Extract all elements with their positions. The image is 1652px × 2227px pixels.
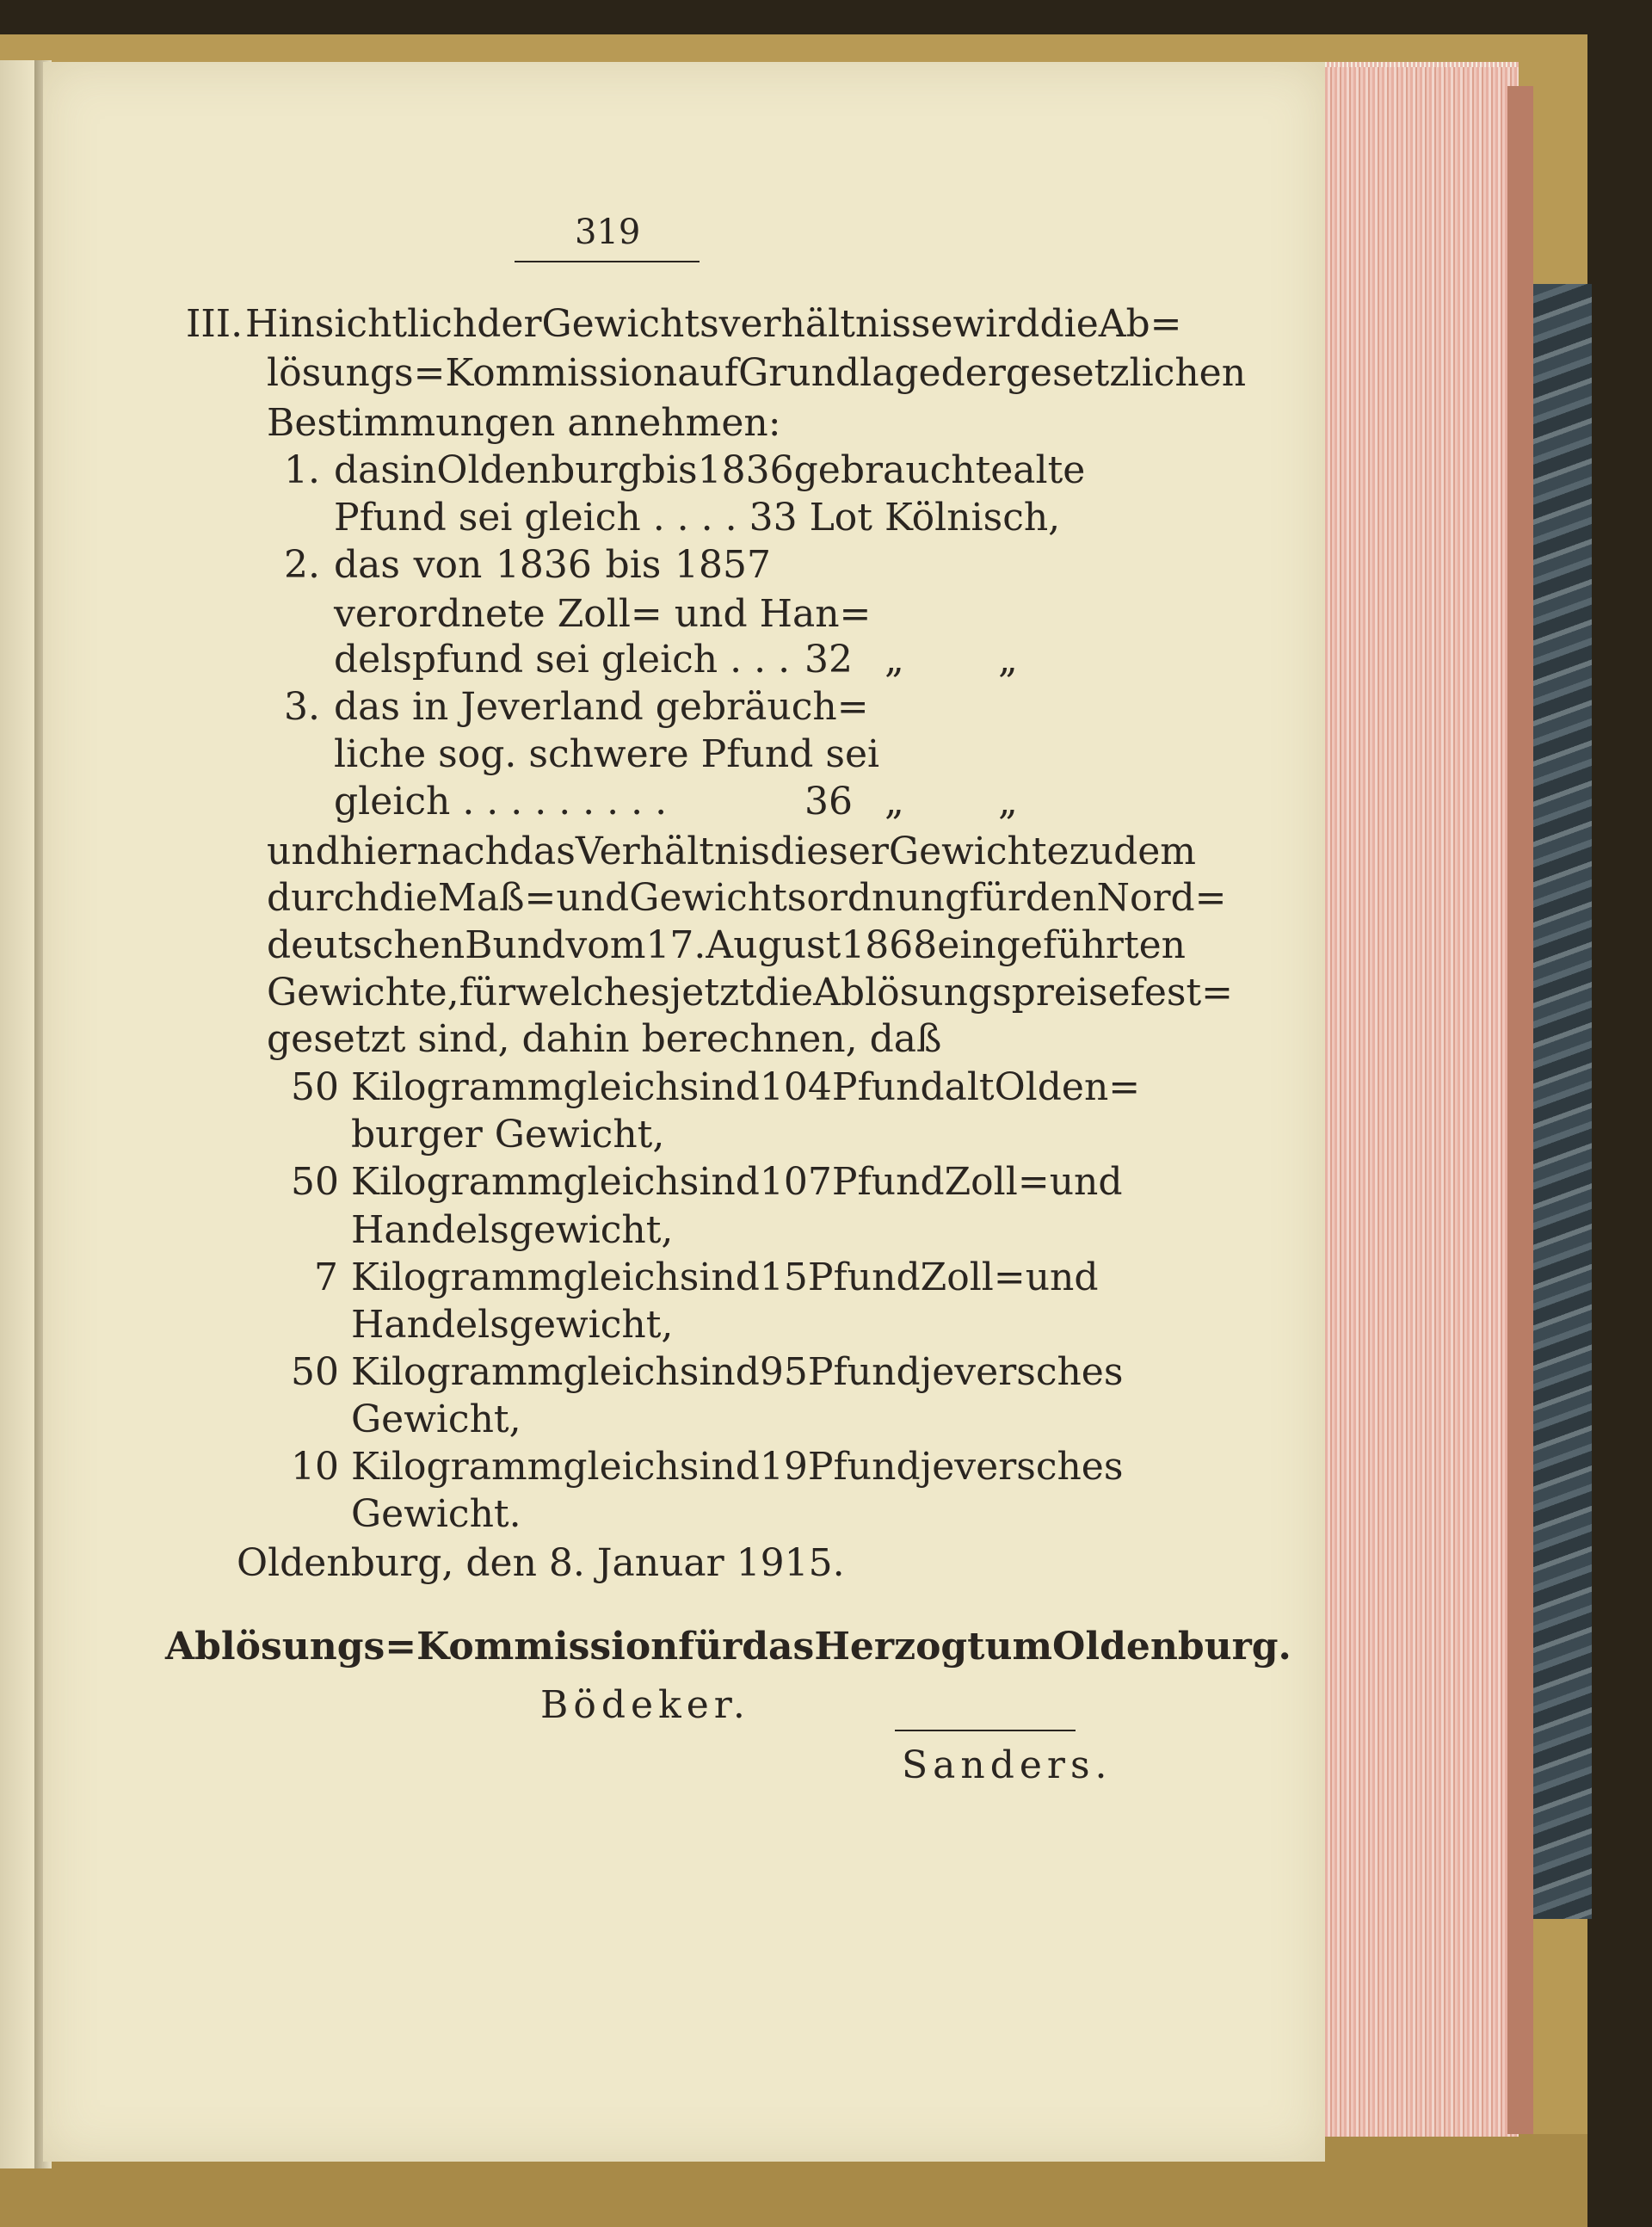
section-marker: III. [186, 302, 243, 346]
middle-line-4: Gewichte, für welches jetzt die Ablösungspreise fest= [267, 971, 1234, 1015]
conversion-2-line2: Handelsgewicht, [351, 1208, 674, 1252]
middle-line-5: gesetzt sind, dahin berechnen, daß [267, 1017, 942, 1061]
conversion-4-line2: Gewicht, [351, 1397, 521, 1441]
commission-line: Ablösungs=Kommission für das Herzogtum Oldenburg. [165, 1625, 1291, 1669]
conversion-3-line2: Handelsgewicht, [351, 1303, 674, 1347]
middle-line-1: und hiernach das Verhältnis dieser Gewichte zu dem [267, 830, 1197, 873]
conversion-5-line1: Kilogramm gleich sind 19 Pfund jeversches [351, 1445, 1124, 1489]
item3-number: 3. [284, 685, 320, 729]
item3-ditto-2: „ [998, 780, 1018, 824]
conversion-3-line1: Kilogramm gleich sind 15 Pfund Zoll= und [351, 1255, 1099, 1299]
conversion-3-amount: 7 [314, 1255, 338, 1299]
marbled-board [1532, 284, 1592, 1919]
item1-line2: Pfund sei gleich . . . . 33 Lot Kölnisch, [334, 496, 1061, 540]
page-edge-strip [1507, 86, 1533, 2134]
conversion-1-line2: burger Gewicht, [351, 1113, 665, 1157]
middle-line-2: durch die Maß= und Gewichtsordnung für den Nord= [267, 876, 1227, 920]
item3-line2: liche sog. schwere Pfund sei [334, 732, 880, 776]
conversion-2-amount: 50 [291, 1160, 339, 1204]
item1-line1: das in Oldenburg bis 1836 gebrauchte alte [334, 448, 1086, 492]
item2-line2: verordnete Zoll= und Han= [334, 592, 872, 636]
conversion-5-line2: Gewicht. [351, 1492, 521, 1536]
page-number-rule [515, 261, 700, 262]
page-number: 319 [575, 213, 641, 252]
date-line: Oldenburg, den 8. Januar 1915. [237, 1541, 845, 1585]
intro-line-2: lösungs=Kommission auf Grundlage der gesetzlichen [267, 351, 1247, 395]
item2-value: 32 [804, 638, 853, 682]
item3-line3: gleich . . . . . . . . . [334, 780, 668, 824]
facing-page-edge [0, 60, 34, 2168]
item3-line1: das in Jeverland gebräuch= [334, 685, 869, 729]
conversion-2-line1: Kilogramm gleich sind 107 Pfund Zoll= und [351, 1160, 1123, 1204]
signature-boedeker: Bödeker. [540, 1683, 750, 1727]
conversion-1-amount: 50 [291, 1065, 339, 1109]
signature-sanders: Sanders. [902, 1743, 1113, 1787]
item2-ditto-1: „ [885, 638, 904, 682]
conversion-4-line1: Kilogramm gleich sind 95 Pfund jeversches [351, 1350, 1124, 1394]
conversion-4-amount: 50 [291, 1350, 339, 1394]
middle-line-3: deutschen Bund vom 17. August 1868 eingeführten [267, 923, 1187, 967]
conversion-5-amount: 10 [291, 1445, 339, 1489]
item2-line1: das von 1836 bis 1857 [334, 543, 771, 587]
item2-line3: delspfund sei gleich . . . [334, 638, 791, 682]
item3-value: 36 [804, 780, 853, 824]
intro-line-1: Hinsichtlich der Gewichtsverhältnisse wird die Ab= [245, 302, 1182, 346]
item2-ditto-2: „ [998, 638, 1018, 682]
signature-rule [895, 1730, 1076, 1731]
page-edges [1325, 67, 1519, 2137]
item1-number: 1. [284, 448, 320, 492]
intro-line-3: Bestimmungen annehmen: [267, 401, 781, 445]
conversion-1-line1: Kilogramm gleich sind 104 Pfund alt Olden= [351, 1065, 1141, 1109]
item2-number: 2. [284, 543, 320, 587]
item3-ditto-1: „ [885, 780, 904, 824]
